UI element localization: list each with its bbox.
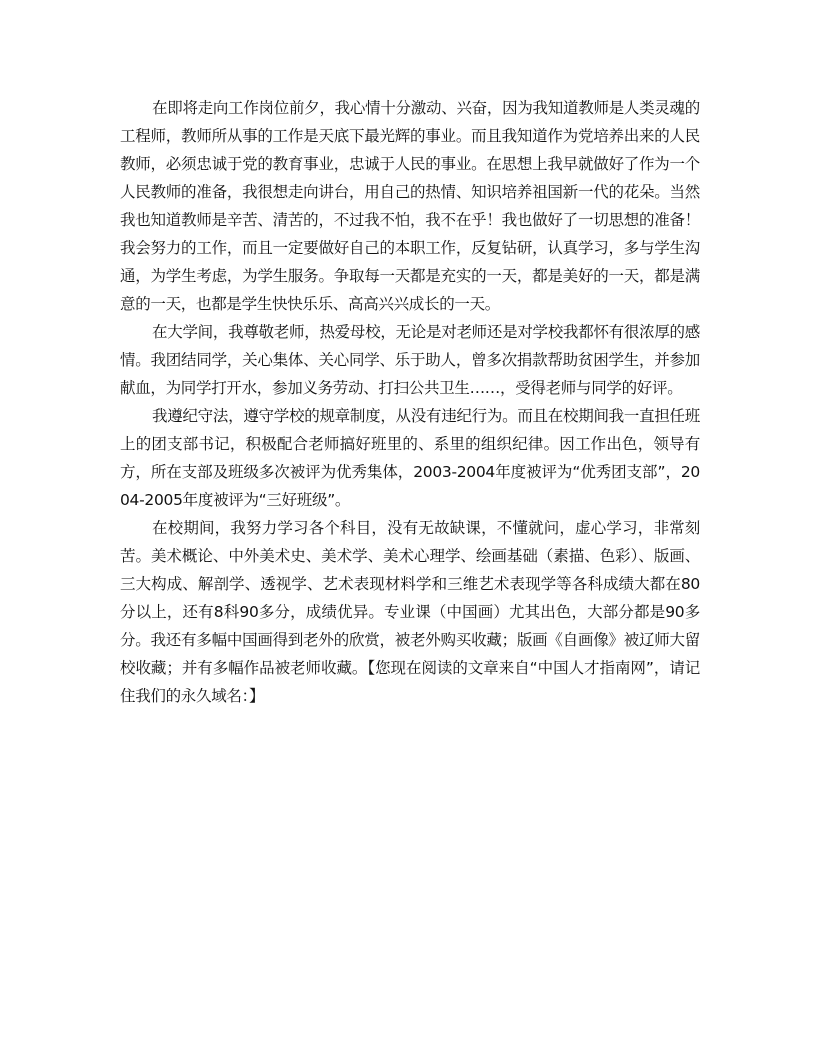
paragraph-academics: 在校期间，我努力学习各个科目，没有无故缺课，不懂就问，虚心学习，非常刻苦。美术概论、中外美术史、美术学、美术心理学、绘画基础（素描、色彩）、版画、三大构成、解剖学、透视学、艺术表现材料学和三维艺术表现学等各科成绩大都在80分以上，还有8科90多分，成绩优异。专业课（中国画）尤其出色，大部分都是90多分。我还有多幅中国画得到老外的欣赏，被老外购买收藏；版画《自画像》被辽师大留校收藏；并有多幅作品被老师收藏。【您现在阅读的文章来自“中国人才指南网”，请记住我们的永久域名：】: [120, 519, 700, 705]
paragraph-career-aspiration: 在即将走向工作岗位前夕，我心情十分激动、兴奋，因为我知道教师是人类灵魂的工程师，教师所从事的工作是天底下最光辉的事业。而且我知道作为党培养出来的人民教师，必须忠诚于党的教育事业，忠诚于人民的事业。在思想上我早就做好了作为一个人民教师的准备，我很想走向讲台，用自己的热情、知识培养祖国新一代的花朵。当然我也知道教师是辛苦、清苦的，不过我不怕，我不在乎！我也做好了一切思想的准备！我会努力的工作，而且一定要做好自己的本职工作，反复钻研，认真学习，多与学生沟通，为学生考虑，为学生服务。争取每一天都是充实的一天，都是美好的一天，都是满意的一天，也都是学生快快乐乐、高高兴兴成长的一天。: [120, 99, 700, 313]
paragraph-discipline: 我遵纪守法，遵守学校的规章制度，从没有违纪行为。而且在校期间我一直担任班上的团支部书记，积极配合老师搞好班里的、系里的组织纪律。因工作出色，领导有方，所在支部及班级多次被评为优秀集体，2003-2004年度被评为“优秀团支部”，2004-2005年度被评为“三好班级”。: [120, 407, 700, 509]
paragraph-university-life: 在大学间，我尊敬老师，热爱母校，无论是对老师还是对学校我都怀有很浓厚的感情。我团结同学，关心集体、关心同学、乐于助人，曾多次捐款帮助贫困学生，并参加献血，为同学打开水，参加义务劳动、打扫公共卫生……，受得老师与同学的好评。: [120, 323, 700, 397]
document-body: [120, 94, 700, 710]
